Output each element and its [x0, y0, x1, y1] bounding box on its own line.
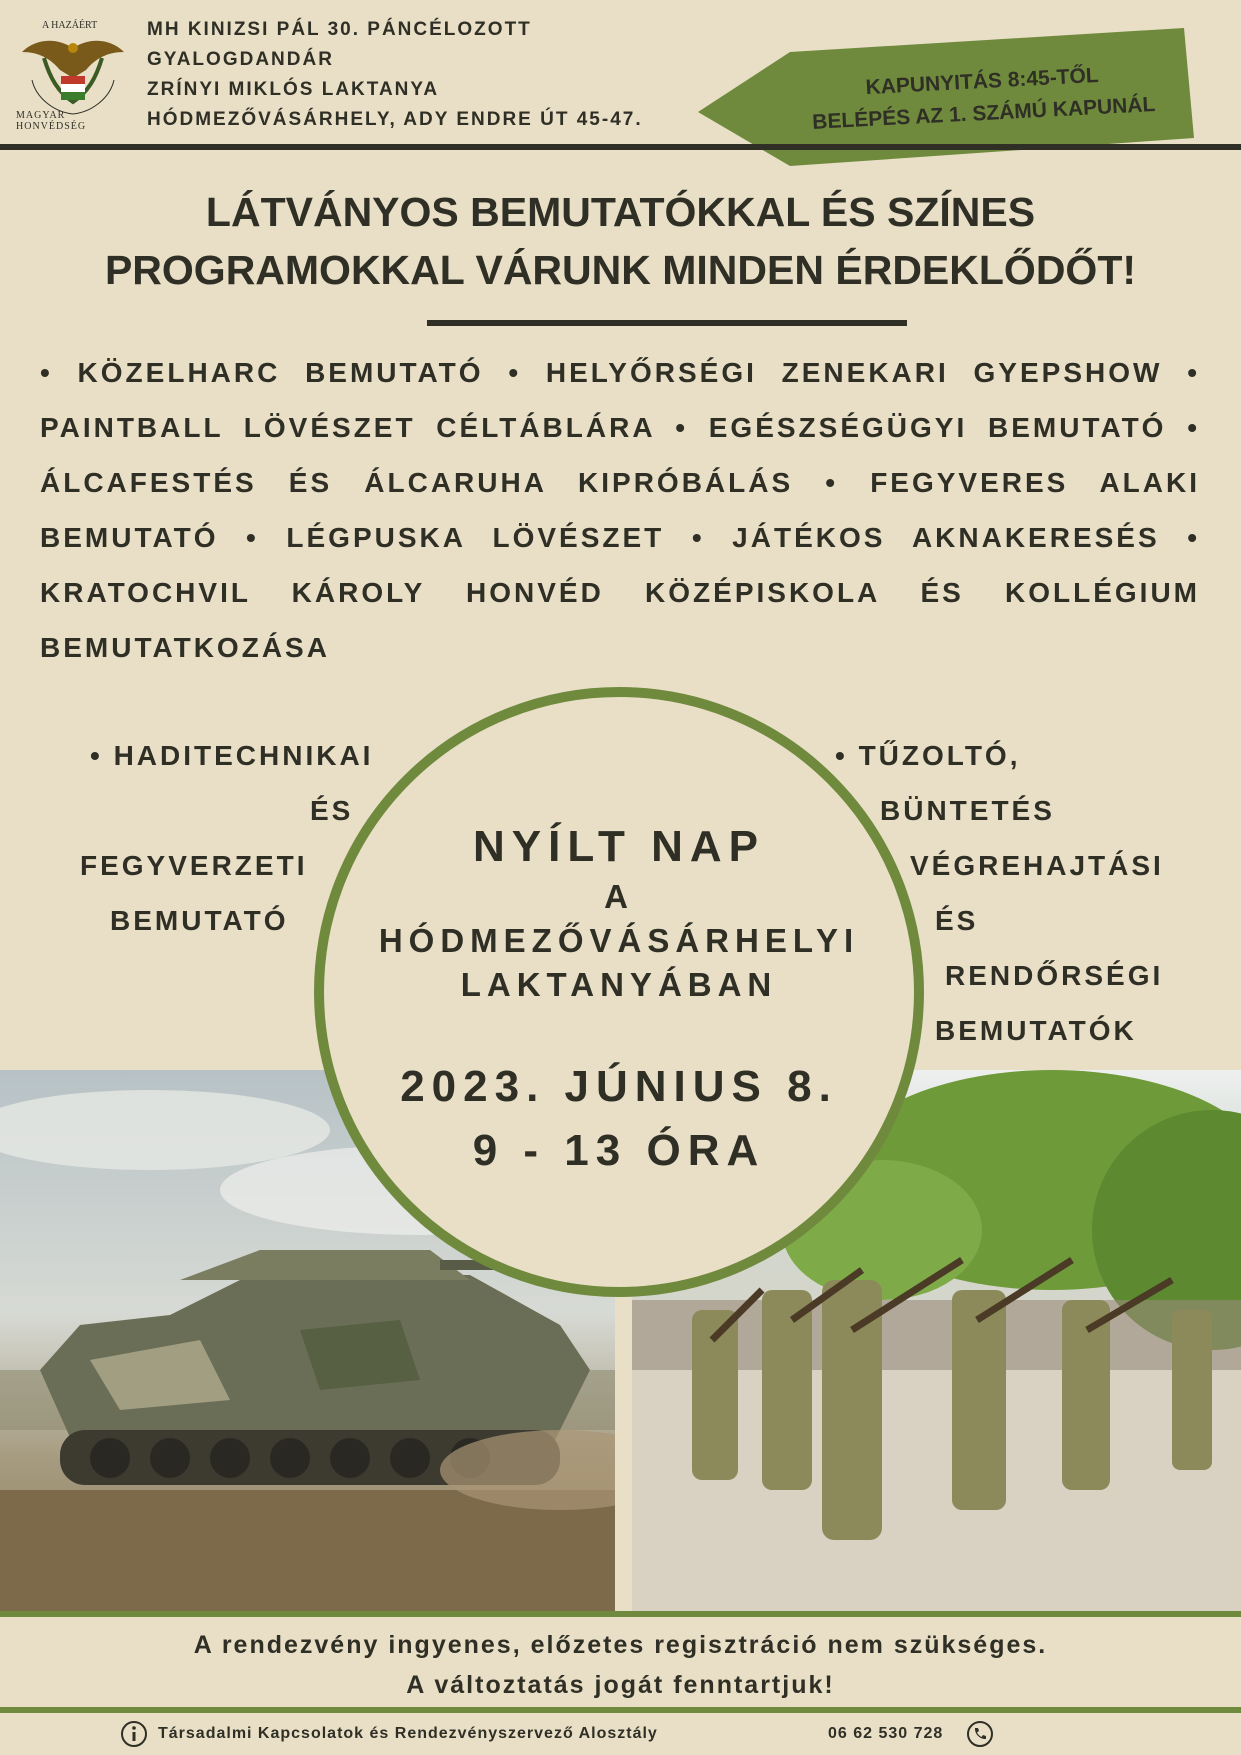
event-date: 2023. JÚNIUS 8.: [400, 1062, 838, 1111]
left-program-line: FEGYVERZETI: [80, 850, 308, 881]
right-program-line: • TŰZOLTÓ,: [835, 740, 1021, 771]
right-program-line: RENDŐRSÉGI: [945, 960, 1164, 991]
banner-line: BELÉPÉS AZ 1. SZÁMÚ KAPUNÁL: [811, 93, 1156, 134]
org-line: MH KINIZSI PÁL 30. PÁNCÉLOZOTT: [147, 19, 532, 40]
phone-number[interactable]: 06 62 530 728: [828, 1725, 944, 1742]
right-program-line: VÉGREHAJTÁSI: [910, 850, 1164, 881]
logo-text-top: A HAZÁÉRT: [42, 20, 98, 31]
footer-line: A változtatás jogát fenntartjuk!: [406, 1671, 835, 1699]
left-program-line: ÉS: [310, 795, 354, 826]
banner-line: KAPUNYITÁS 8:45-TŐL: [865, 63, 1100, 100]
right-program-line: ÉS: [935, 905, 979, 936]
headline-underline: [427, 320, 907, 326]
footer-top-rule: [0, 1611, 1241, 1617]
logo: [14, 18, 132, 132]
left-program-line: BEMUTATÓ: [110, 905, 289, 936]
phone-icon: [966, 1720, 994, 1748]
left-program-line: • HADITECHNIKAI: [90, 740, 374, 771]
footer-bottom-rule: [0, 1707, 1241, 1713]
event-place: LAKTANYÁBAN: [460, 966, 778, 1003]
event-time: 9 - 13 ÓRA: [472, 1126, 766, 1175]
event-title: NYÍLT NAP: [473, 822, 765, 871]
event-subtitle: A: [604, 878, 634, 915]
info-icon: [120, 1720, 148, 1748]
org-line: HÓDMEZŐVÁSÁRHELY, ADY ENDRE ÚT 45-47.: [147, 109, 643, 130]
org-line: ZRÍNYI MIKLÓS LAKTANYA: [147, 79, 440, 100]
org-line: GYALOGDANDÁR: [147, 49, 334, 70]
logo-text-bottom: MAGYAR HONVÉDSÉG: [16, 110, 87, 132]
headline-line: LÁTVÁNYOS BEMUTATÓKKAL ÉS SZÍNES: [205, 189, 1036, 235]
header-divider: [0, 144, 1241, 150]
event-place: HÓDMEZŐVÁSÁRHELYI: [378, 922, 860, 959]
footer-line: A rendezvény ingyenes, előzetes regisztráció nem szükséges.: [193, 1631, 1048, 1659]
department-name: Társadalmi Kapcsolatok és Rendezvényszervező Alosztály: [158, 1725, 658, 1742]
footer-note: [0, 1625, 1241, 1705]
headline-line: PROGRAMOKKAL VÁRUNK MINDEN ÉRDEKLŐDŐT!: [104, 247, 1137, 293]
program-list: • KÖZELHARC BEMUTATÓ • HELYŐRSÉGI ZENEKARI GYEPSHOW • PAINTBALL LÖVÉSZET CÉLTÁBLÁRA • EGÉSZSÉGÜGYI BEMUTATÓ • ÁLCAFESTÉS ÉS ÁLCARUHA KIPRÓBÁLÁS • FEGYVERES ALAKI BEMUTATÓ • LÉGPUSKA LÖVÉSZET • JÁTÉKOS AKNAKERESÉS • KRATOCHVIL KÁROLY HONVÉD KÖZÉPISKOLA ÉS KOLLÉGIUM BEMUTATKOZÁSA: [40, 357, 1200, 663]
right-program-line: BÜNTETÉS: [880, 795, 1055, 826]
contact-bar: [0, 1719, 1241, 1751]
org-address: [147, 15, 643, 135]
event-circle-text: [314, 687, 924, 1176]
right-program-line: BEMUTATÓK: [935, 1015, 1137, 1046]
headline: [0, 183, 1241, 299]
